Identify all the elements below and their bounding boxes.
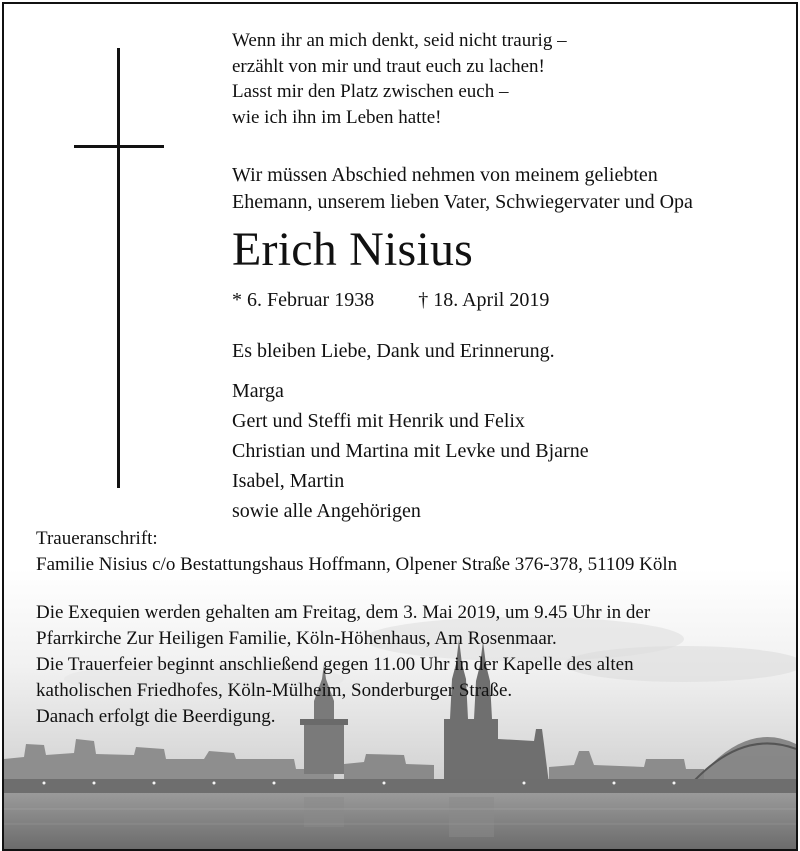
service-line: Pfarrkirche Zur Heiligen Familie, Köln-Höhenhaus, Am Rosenmaar. xyxy=(36,628,557,649)
farewell-intro xyxy=(232,162,693,216)
motto: Es bleiben Liebe, Dank und Erinnerung. xyxy=(232,340,555,362)
mourner-item: Christian und Martina mit Levke und Bjarne xyxy=(232,440,589,462)
deceased-name: Erich Nisius xyxy=(232,223,474,276)
service-details xyxy=(36,600,650,730)
birth-date: * 6. Februar 1938 xyxy=(232,289,375,311)
mourner-item: Isabel, Martin xyxy=(232,470,345,492)
address-text: Familie Nisius c/o Bestattungshaus Hoffmann, Olpener Straße 376-378, 51109 Köln xyxy=(36,554,678,575)
service-line: Die Exequien werden gehalten am Freitag, dem 3. Mai 2019, um 9.45 Uhr in der xyxy=(36,602,651,623)
mourner-item: sowie alle Angehörigen xyxy=(232,500,421,522)
cross-icon xyxy=(74,48,164,488)
death-date: † 18. April 2019 xyxy=(418,289,550,311)
service-line: Danach erfolgt die Beerdigung. xyxy=(36,706,276,727)
mourner-item: Marga xyxy=(232,380,284,402)
poem-line: Wenn ihr an mich denkt, seid nicht traurig – xyxy=(232,30,567,51)
poem-line: wie ich ihn im Leben hatte! xyxy=(232,106,442,128)
mourner-item: Gert und Steffi mit Henrik und Felix xyxy=(232,410,525,432)
poem xyxy=(232,28,567,130)
poem-line: erzählt von mir und traut euch zu lachen! xyxy=(232,55,545,77)
service-line: Die Trauerfeier beginnt anschließend gegen 11.00 Uhr in der Kapelle des alten xyxy=(36,654,634,675)
service-line: katholischen Friedhofes, Köln-Mülheim, Sonderburger Straße. xyxy=(36,680,513,701)
obituary-notice xyxy=(2,2,798,851)
mourning-address xyxy=(36,526,677,578)
intro-line: Wir müssen Abschied nehmen von meinem geliebten xyxy=(232,164,658,186)
intro-line: Ehemann, unserem lieben Vater, Schwiegervater und Opa xyxy=(232,191,693,213)
life-dates xyxy=(232,287,549,314)
address-label: Traueranschrift: xyxy=(36,528,158,549)
poem-line: Lasst mir den Platz zwischen euch – xyxy=(232,81,509,102)
mourners-list xyxy=(232,376,589,526)
